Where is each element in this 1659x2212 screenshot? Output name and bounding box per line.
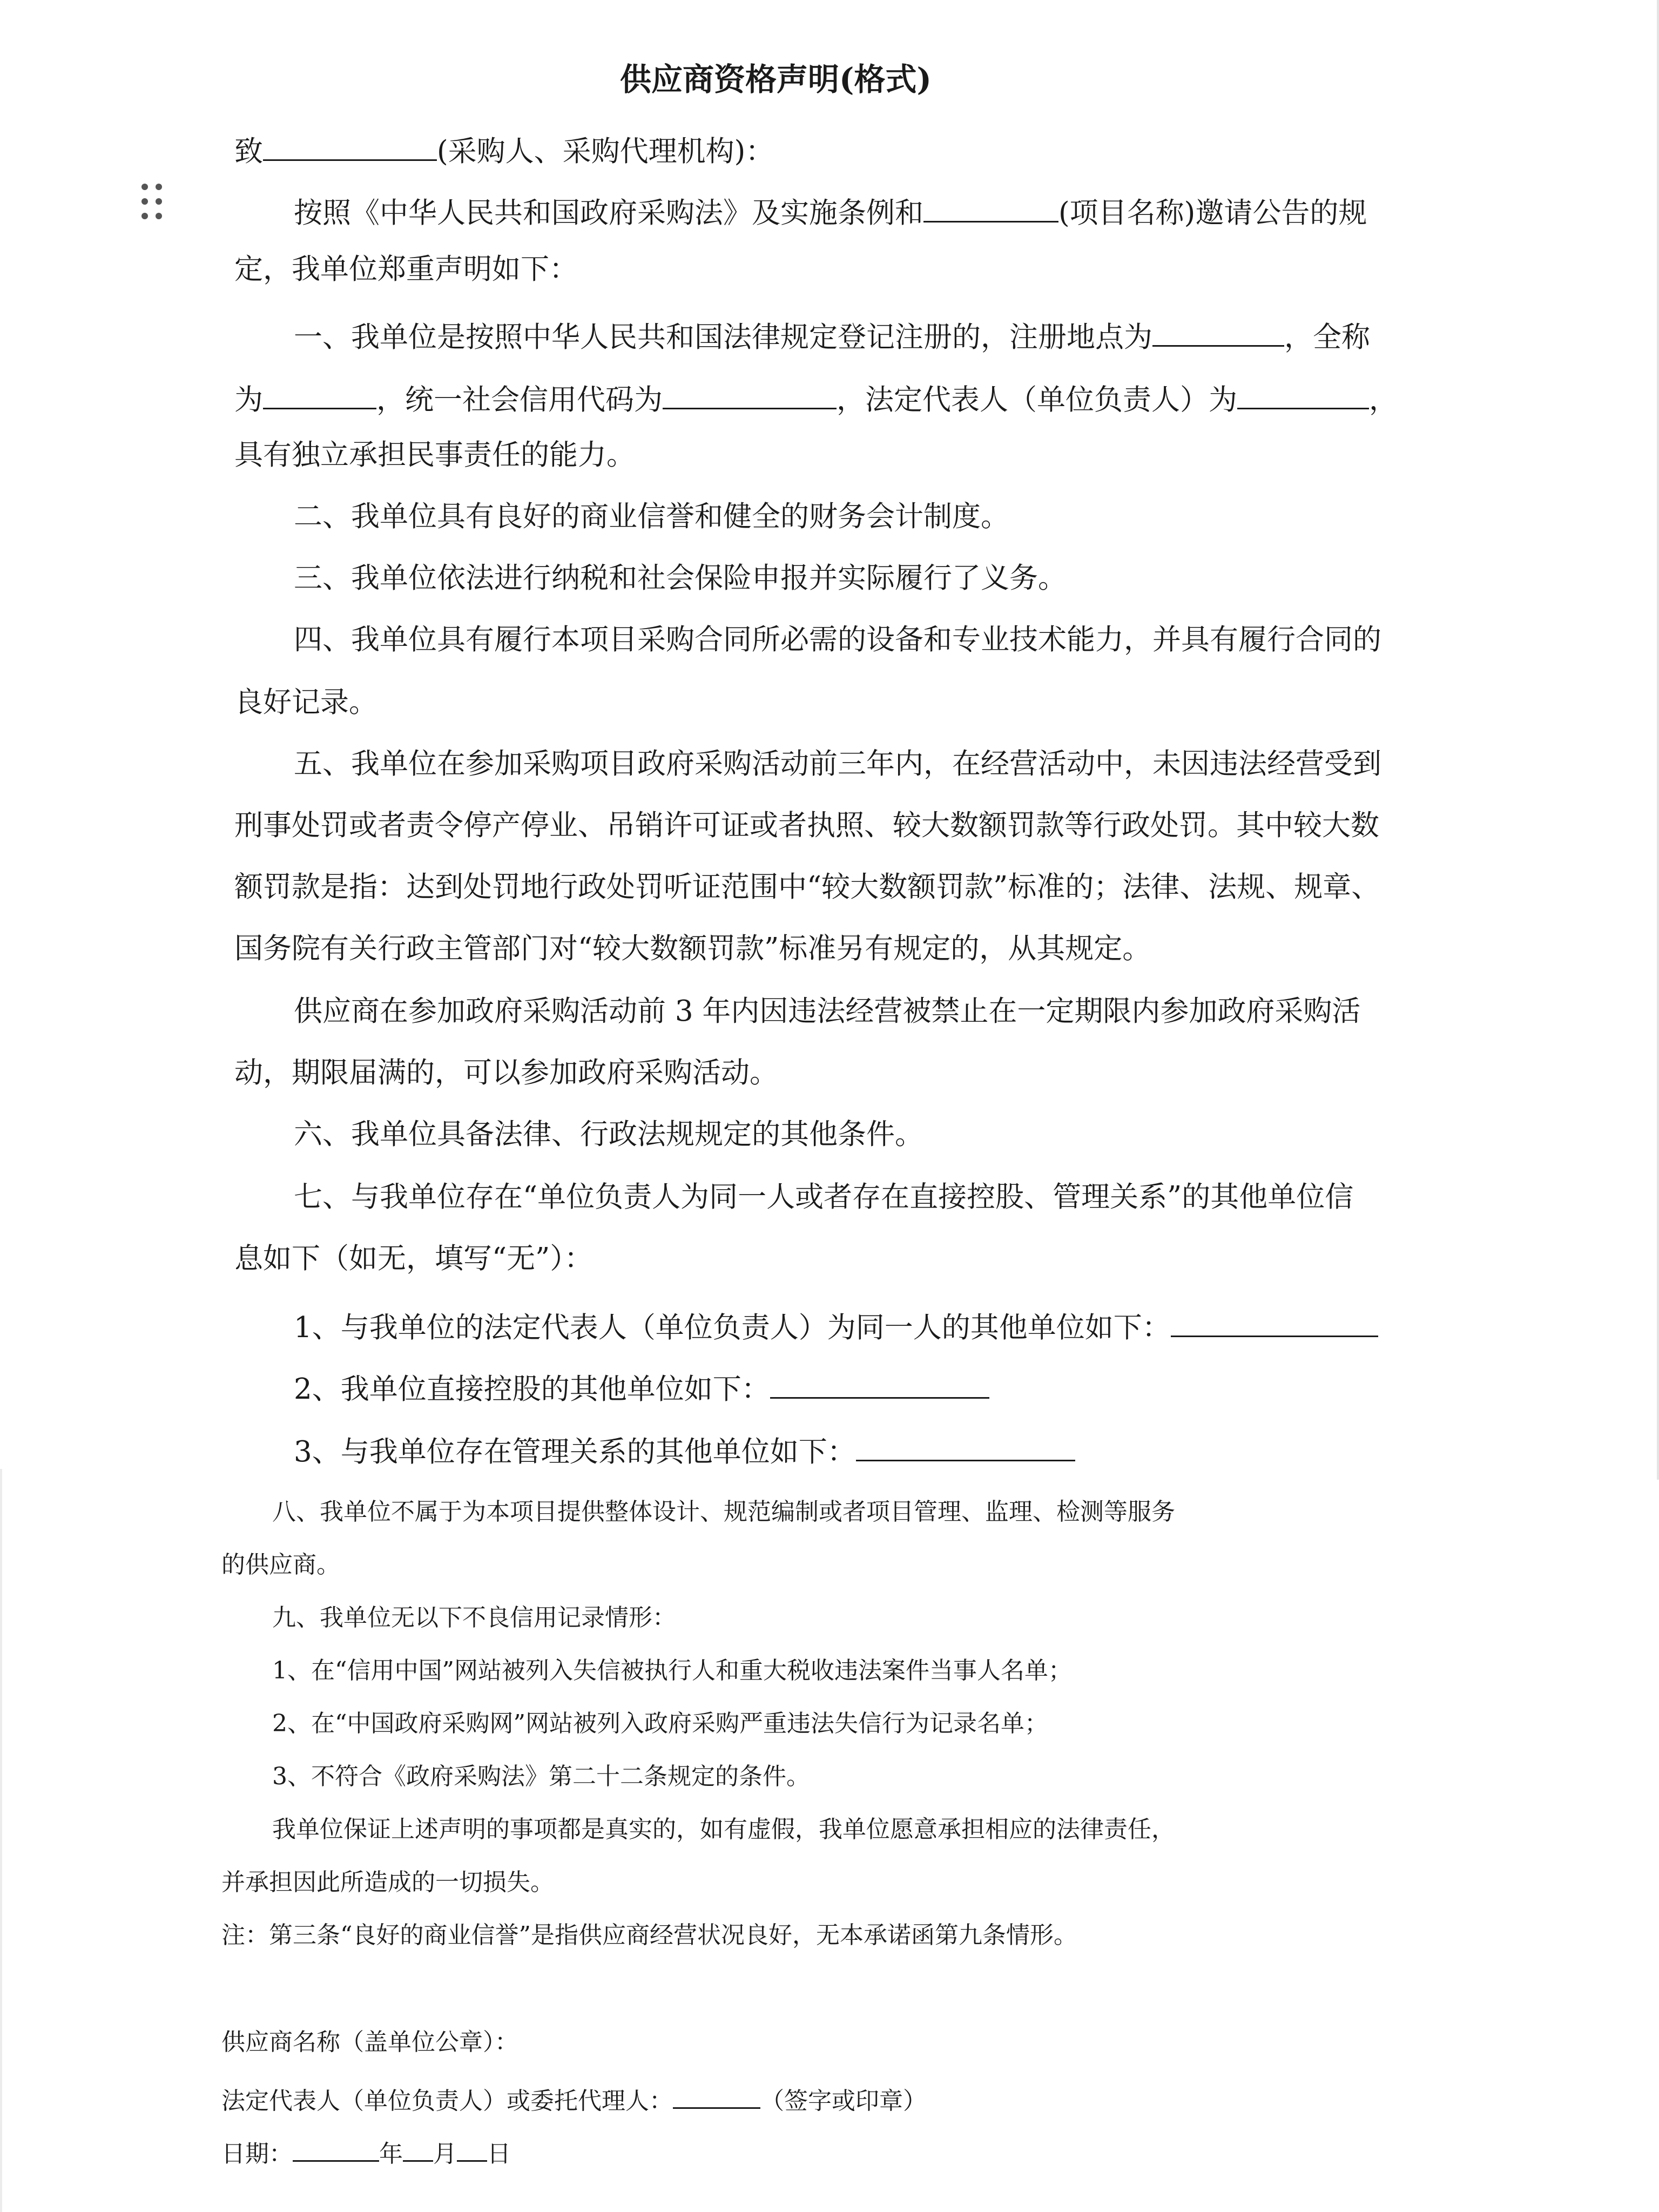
intro-line-2: 定，我单位郑重声明如下：: [234, 253, 578, 286]
supplier-note-line-2: 动，期限届满的，可以参加政府采购活动。: [234, 1056, 778, 1089]
clause-7-item-2: [294, 1368, 989, 1404]
month-blank[interactable]: [403, 2136, 433, 2162]
clause-9-item-3: 3、不符合《政府采购法》第二十二条规定的条件。: [272, 1763, 810, 1790]
addressee-blank[interactable]: [263, 131, 437, 161]
clause-4-line-1: 四、我单位具有履行本项目采购合同所必需的设备和专业技术能力，并具有履行合同的: [294, 623, 1381, 656]
clause-6: 六、我单位具备法律、行政法规规定的其他条件。: [294, 1118, 923, 1151]
intro-text-2: (项目名称)邀请公告的规: [1058, 197, 1367, 230]
addressee-line: [234, 131, 774, 166]
year-blank[interactable]: [293, 2136, 379, 2162]
clause-1-text-6: ，: [1369, 383, 1398, 416]
clause-1-line-2: [234, 379, 1398, 414]
month-label: 月: [433, 2140, 457, 2168]
clause-5-line-3: 额罚款是指：达到处罚地行政处罚听证范围中“较大数额罚款”标准的；法律、法规、规章、: [234, 871, 1380, 903]
supplier-note-line-1: 供应商在参加政府采购活动前 3 年内因违法经营被禁止在一定期限内参加政府采购活: [294, 995, 1361, 1028]
clause-7-item-1: [294, 1307, 1378, 1342]
full-name-blank[interactable]: [263, 379, 376, 409]
clause-3: 三、我单位依法进行纳税和社会保险申报并实际履行了义务。: [294, 562, 1067, 595]
clause-5-line-1: 五、我单位在参加采购项目政府采购活动前三年内，在经营活动中，未因违法经营受到: [294, 747, 1381, 780]
clause-1-text-5: ，法定代表人（单位负责人）为: [837, 383, 1237, 416]
registration-place-blank[interactable]: [1152, 316, 1284, 347]
clause-7-item-3-text: 3、与我单位存在管理关系的其他单位如下：: [294, 1435, 856, 1468]
clause-7-item-3: [294, 1431, 1075, 1466]
clause-1-text-3: 为: [234, 383, 263, 416]
clause-7-item-2-text: 2、我单位直接控股的其他单位如下：: [294, 1373, 770, 1406]
addressee-prefix: 致: [234, 135, 263, 168]
page-edge-right: [1657, 0, 1659, 1480]
addressee-suffix: (采购人、采购代理机构)：: [437, 135, 774, 168]
page-edge-left: [0, 1469, 2, 2212]
clause-7-line-2: 息如下（如无，填写“无”）：: [234, 1242, 593, 1275]
clause-1-text-2: ，全称: [1284, 321, 1370, 354]
drag-handle-icon[interactable]: [141, 184, 168, 219]
clause-7-item-1-text: 1、与我单位的法定代表人（单位负责人）为同一人的其他单位如下：: [294, 1311, 1171, 1344]
legal-rep-blank[interactable]: [1237, 379, 1369, 409]
management-units-blank[interactable]: [856, 1431, 1075, 1461]
note-line: 注：第三条“良好的商业信誉”是指供应商经营状况良好，无本承诺函第九条情形。: [221, 1921, 1077, 1949]
same-rep-units-blank[interactable]: [1171, 1307, 1378, 1337]
clause-2: 二、我单位具有良好的商业信誉和健全的财务会计制度。: [294, 500, 1009, 533]
date-label: 日期：: [221, 2140, 293, 2168]
clause-1-text-1: 一、我单位是按照中华人民共和国法律规定登记注册的，注册地点为: [294, 321, 1152, 354]
clause-5-line-2: 刑事处罚或者责令停产停业、吊销许可证或者执照、较大数额罚款等行政处罚。其中较大数: [234, 809, 1379, 842]
clause-1-line-1: [294, 316, 1370, 352]
date-line: [221, 2136, 511, 2166]
year-label: 年: [379, 2140, 403, 2168]
supplier-name-label: 供应商名称（盖单位公章）：: [221, 2028, 518, 2056]
intro-line-1: [294, 192, 1367, 230]
clause-7-line-1: 七、与我单位存在“单位负责人为同一人或者存在直接控股、管理关系”的其他单位信: [294, 1181, 1354, 1213]
representative-label: 法定代表人（单位负责人）或委托代理人：: [221, 2087, 673, 2115]
clause-4-line-2: 良好记录。: [234, 686, 377, 719]
day-blank[interactable]: [457, 2136, 487, 2162]
clause-8-line-2: 的供应商。: [221, 1551, 340, 1579]
document-title: 供应商资格声明(格式): [620, 61, 932, 98]
clause-9-item-2: 2、在“中国政府采购网”网站被列入政府采购严重违法失信行为记录名单；: [272, 1710, 1048, 1737]
representative-line: [221, 2083, 927, 2113]
clause-5-line-4: 国务院有关行政主管部门对“较大数额罚款”标准另有规定的，从其规定。: [234, 932, 1151, 965]
guarantee-line-2: 并承担因此所造成的一切损失。: [221, 1869, 554, 1896]
controlled-units-blank[interactable]: [770, 1368, 989, 1399]
clause-9-line-1: 九、我单位无以下不良信用记录情形：: [272, 1604, 676, 1631]
project-name-blank[interactable]: [923, 192, 1058, 222]
clause-1-line-3: 具有独立承担民事责任的能力。: [234, 439, 635, 471]
guarantee-line-1: 我单位保证上述声明的事项都是真实的，如有虚假，我单位愿意承担相应的法律责任，: [272, 1816, 1175, 1843]
signature-blank[interactable]: [673, 2083, 760, 2109]
signature-hint: （签字或印章）: [760, 2087, 927, 2115]
credit-code-blank[interactable]: [663, 379, 837, 409]
clause-8-line-1: 八、我单位不属于为本项目提供整体设计、规范编制或者项目管理、监理、检测等服务: [272, 1498, 1175, 1526]
intro-text-1: 按照《中华人民共和国政府采购法》及实施条例和: [294, 197, 923, 230]
clause-1-text-4: ，统一社会信用代码为: [376, 383, 663, 416]
day-label: 日: [487, 2140, 511, 2168]
clause-9-item-1: 1、在“信用中国”网站被列入失信被执行人和重大税收违法案件当事人名单；: [272, 1657, 1072, 1684]
